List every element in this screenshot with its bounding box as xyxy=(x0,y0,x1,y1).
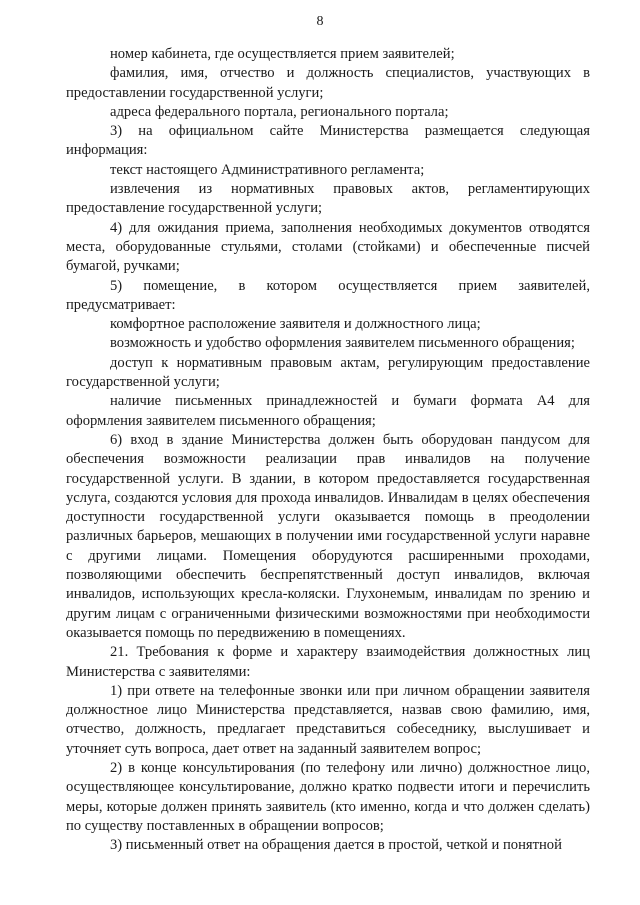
paragraph: текст настоящего Административного регламента; xyxy=(110,161,425,178)
paragraph: возможность и удобство оформления заявителем письменного обращения; xyxy=(110,335,575,352)
paragraph: 6) вход в здание Министерства должен быть оборудован пандусом для обеспечения возможности реализации прав инвалидов на получение государственной услуги. В здании, в котором предоставляется государственная услуга, создаются условия для прохода инвалидов. Инвалидам в целях обеспечения доступности государственной услуги оказывается помощь в преодолении различных барьеров, мешающих в получении ими государственной услуги наравне с другими лицами. Помещения оборудуются расширенными проходами, позволяющими обеспечить беспрепятственный доступ инвалидов, включая инвалидов, использующих кресла-коляски. Глухонемым, инвалидам по зрению и другим лицам с ограниченными физическими возможностями при необходимости оказывается помощь по передвижению в помещениях. xyxy=(66,431,590,641)
paragraph: 3) на официальном сайте Министерства размещается следующая информация: xyxy=(66,123,590,159)
page-number: 8 xyxy=(316,14,324,29)
paragraph: 21. Требования к форме и характеру взаимодействия должностных лиц Министерства с заявителями: xyxy=(66,644,590,680)
paragraph: 4) для ожидания приема, заполнения необходимых документов отводятся места, оборудованные стульями, столами (стойками) и обеспеченные писчей бумагой, ручками; xyxy=(66,219,590,275)
paragraph: адреса федерального портала, регионального портала; xyxy=(110,103,449,120)
paragraph: комфортное расположение заявителя и должностного лица; xyxy=(110,316,481,333)
paragraph: 5) помещение, в котором осуществляется прием заявителей, предусматривает: xyxy=(66,277,590,313)
paragraph: наличие письменных принадлежностей и бумаги формата А4 для оформления заявителем письменного обращения; xyxy=(66,393,590,429)
paragraph: 3) письменный ответ на обращения дается в простой, четкой и понятной xyxy=(110,837,562,854)
paragraph: номер кабинета, где осуществляется прием заявителей; xyxy=(110,46,455,62)
paragraph: 1) при ответе на телефонные звонки или при личном обращении заявителя должностное лицо Министерства представляется, назвав свою фамилию, имя, отчество, должность, предлагает представиться собеседнику, выслушивает и уточняет суть вопроса, дает ответ на заданный заявителем вопрос; xyxy=(66,682,590,757)
paragraph: фамилия, имя, отчество и должность специалистов, участвующих в предоставлении государственной услуги; xyxy=(66,65,590,101)
paragraph: 2) в конце консультирования (по телефону или лично) должностное лицо, осуществляющее консультирование, должно кратко подвести итоги и перечислить меры, которые должен принять заявитель (кто именно, когда и что должен сделать) по существу поставленных в обращении вопросов; xyxy=(66,759,590,834)
document-body xyxy=(66,45,590,855)
paragraph: доступ к нормативным правовым актам, регулирующим предоставление государственной услуги; xyxy=(66,354,590,391)
paragraph: извлечения из нормативных правовых актов, регламентирующих предоставление государственной услуги; xyxy=(66,181,590,217)
